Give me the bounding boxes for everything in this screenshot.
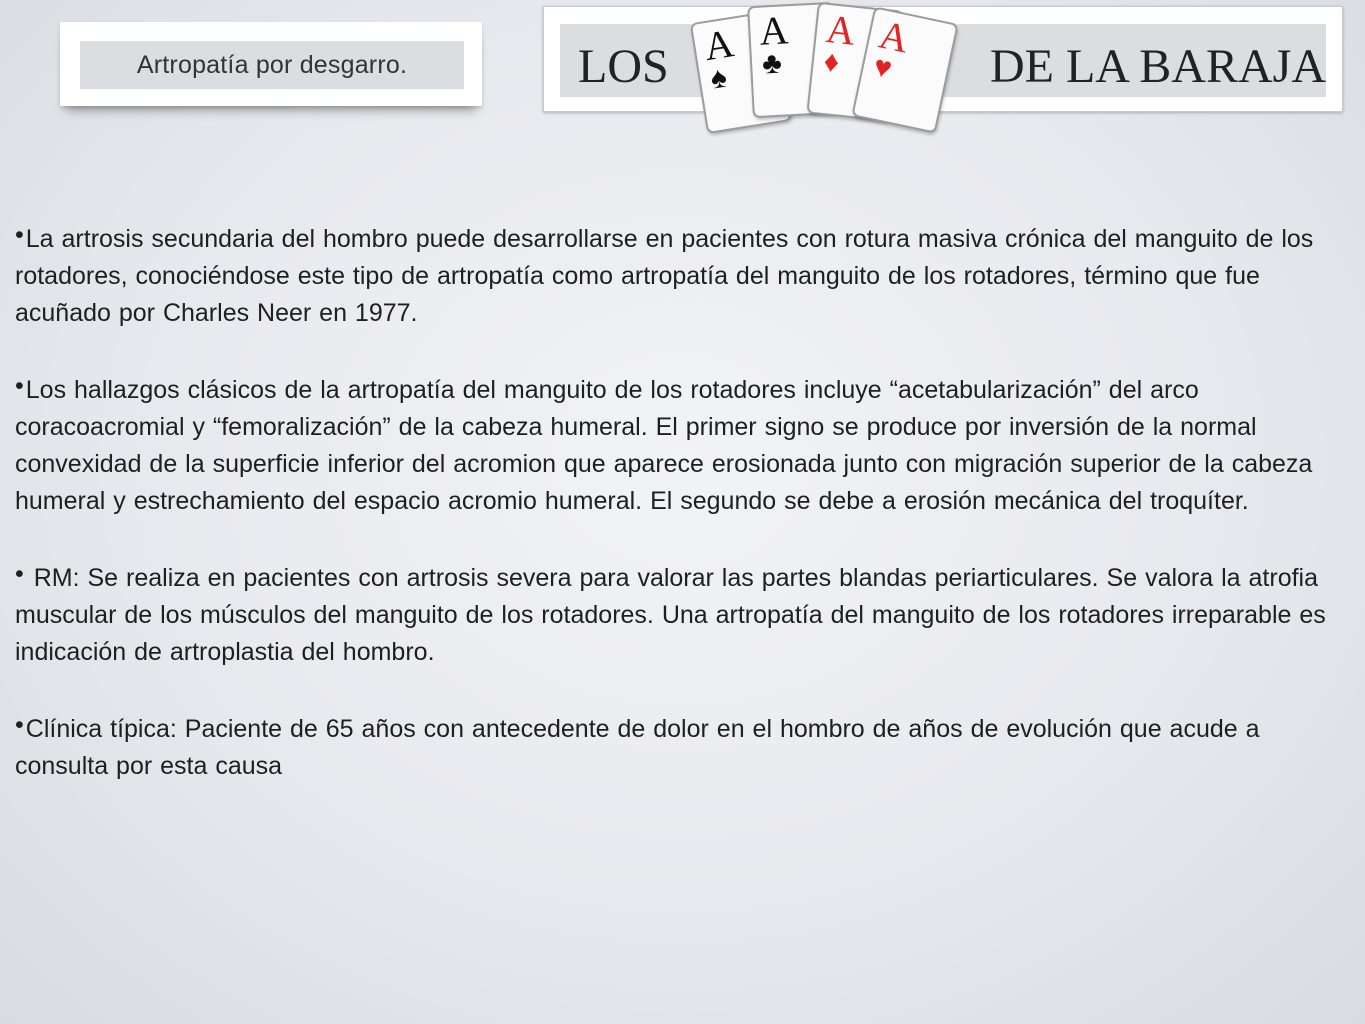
card-rank: A [758,7,790,54]
club-icon: ♣ [761,46,783,81]
paragraph-artrosis-secundaria [15,217,1350,332]
card-rank: A [701,20,737,70]
paragraph-text: Los hallazgos clásicos de la artropatía del manguito de los rotadores incluye “acetabularización” del arco coracoacromial y “femoralización” de la cabeza humeral. El primer signo se produce por inversión de la normal convexidad de la superficie inferior del acromion que aparece erosionada junto con migración superior de la cabeza humeral y estrechamiento del espacio acromio humeral. El segundo se debe a erosión mecánica del troquíter. [15,376,1313,515]
card-rank: A [875,11,913,62]
paragraph-clinica-tipica [15,707,1350,785]
bullet-icon: • [15,221,24,249]
heart-icon: ♥ [870,49,896,86]
aces-logo-artwork [690,0,960,140]
slide-title: Artropatía por desgarro. [136,50,408,79]
bullet-icon: • [15,560,24,588]
paragraph-rm [15,556,1350,671]
spade-icon: ♠ [708,60,730,96]
paragraph-text: La artrosis secundaria del hombro puede desarrollarse en pacientes con rotura masiva crónica del manguito de los rotadores, conociéndose este tipo de artropatía como artropatía del manguito de los rotadores, término que fue acuñado por Charles Neer en 1977. [15,225,1314,327]
logo-word-left: LOS [578,40,669,93]
bullet-icon: • [15,372,24,400]
paragraph-text: Clínica típica: Paciente de 65 años con antecedente de dolor en el hombro de años de evolución que acude a consulta por esta causa [15,715,1260,780]
logo-word-right: DE LA BARAJA [989,40,1326,93]
title-label-box [80,41,464,89]
paragraph-text: RM: Se realiza en pacientes con artrosis severa para valorar las partes blandas periarticulares. Se valora la atrofia muscular de los músculos del manguito de los rotadores. Una artropatía del manguito de los rotadores irreparable es indicación de artroplastia del hombro. [15,564,1326,666]
paragraph-hallazgos-clasicos [15,368,1350,520]
title-card [60,22,482,106]
slide-body [15,217,1350,785]
card-rank: A [824,5,858,54]
diamond-icon: ♦ [822,44,841,80]
bullet-icon: • [15,711,24,739]
